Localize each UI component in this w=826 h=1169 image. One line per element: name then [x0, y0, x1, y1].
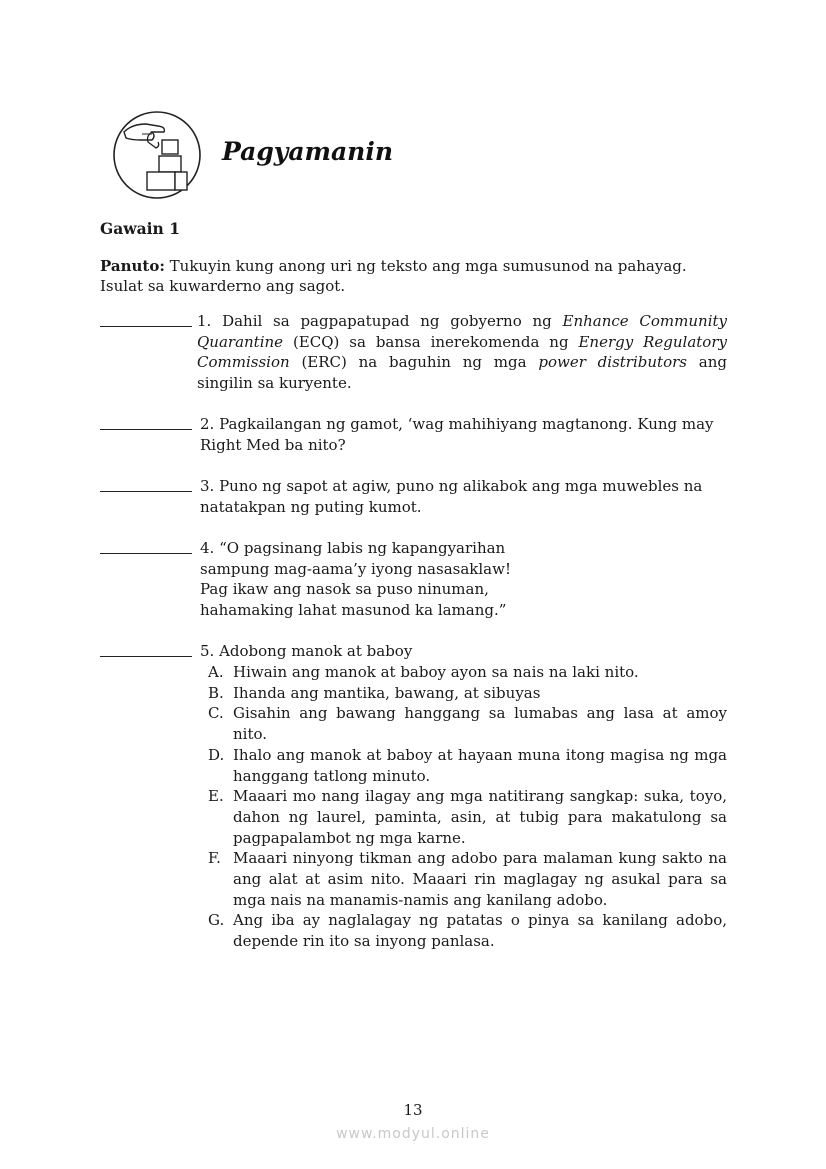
list-item — [208, 683, 727, 704]
item-1-text-g: ang singilin sa kuryente. — [197, 353, 727, 393]
step-letter: A. — [208, 663, 224, 681]
answer-blank-3[interactable] — [100, 491, 192, 492]
step-text: Ihanda ang mantika, bawang, at sibuyas — [233, 683, 541, 702]
list-item — [208, 848, 727, 910]
answer-blank-5[interactable] — [100, 656, 192, 657]
step-letter: E. — [208, 787, 224, 806]
list-item — [208, 910, 727, 951]
instructions-label: Panuto: — [100, 257, 165, 275]
list-item — [208, 703, 727, 744]
item-1 — [197, 311, 727, 394]
step-letter: B. — [208, 683, 224, 702]
item-2: 2. Pagkailangan ng gamot, ‘wag mahihiyang magtanong. Kung may Right Med ba nito? — [200, 415, 714, 454]
page-title: Pagyamanin — [222, 137, 394, 166]
item-1-text-c: (ECQ) sa bansa inerekomenda ng — [292, 332, 569, 351]
poem-line-3: Pag ikaw ang nasok sa puso ninuman, — [200, 580, 489, 599]
answer-blank-4[interactable] — [100, 553, 192, 554]
item-1-text-e: (ERC) na baguhin ng mga — [301, 353, 527, 372]
section-heading: Gawain 1 — [100, 219, 181, 238]
list-item — [208, 786, 727, 848]
poem-line-2: sampung mag-aama’y iyong nasasaklaw! — [200, 559, 511, 578]
watermark: www.modyul.online — [336, 1126, 490, 1142]
step-letter: C. — [208, 704, 224, 723]
step-letter: D. — [208, 745, 225, 764]
list-item — [208, 745, 727, 786]
instructions-line2: Isulat sa kuwarderno ang sagot. — [100, 277, 346, 295]
page-number: 13 — [403, 1101, 423, 1119]
item-4 — [200, 538, 727, 621]
answer-blank-2[interactable] — [100, 429, 192, 430]
answer-blank-1[interactable] — [100, 326, 192, 327]
step-letter: F. — [208, 849, 221, 868]
step-text: Ang iba ay naglalagay ng patatas o pinya sa kanilang adobo, depende rin ito sa inyong panlasa. — [233, 911, 727, 951]
step-letter: G. — [208, 911, 225, 930]
step-text: Maaari ninyong tikman ang adobo para malaman kung sakto na ang alat at asim nito. Maaari rin maglagay ng asukal para sa mga nais na manamis-namis ang kanilang adobo. — [233, 849, 727, 909]
item-3: 3. Puno ng sapot at agiw, puno ng alikabok ang mga muwebles na natatakpan ng puting kumot. — [200, 477, 703, 516]
item-1-text-f: power distributors — [538, 353, 687, 372]
step-text: Maaari mo nang ilagay ang mga natitirang sangkap: suka, toyo, dahon ng laurel, paminta, asin, at tubig para makatulong sa pagpapalambot ng mga karne. — [233, 787, 727, 847]
recipe-steps — [208, 662, 727, 952]
step-text: Gisahin ang bawang hanggang sa lumabas ang lasa at amoy nito. — [233, 704, 727, 744]
item-1-text-a: Dahil sa pagpapatupad ng gobyerno ng — [222, 312, 552, 330]
instructions-line1: Tukuyin kung anong uri ng teksto ang mga sumusunod na pahayag. — [169, 257, 687, 275]
item-5-title: 5. Adobong manok at baboy — [200, 642, 413, 660]
step-text: Hiwain ang manok at baboy ayon sa nais na laki nito. — [233, 663, 639, 681]
step-text: Ihalo ang manok at baboy at hayaan muna itong magisa ng mga hanggang tatlong minuto. — [233, 745, 727, 785]
instructions — [100, 256, 720, 296]
poem-line-1: 4. “O pagsinang labis ng kapangyarihan — [200, 539, 506, 557]
poem-line-4: hahamaking lahat masunod ka lamang.” — [200, 601, 507, 620]
list-item — [208, 662, 727, 683]
item-1-text-b: Enhance Community Quarantine — [197, 312, 727, 351]
item-1-number: 1. — [197, 312, 212, 330]
pagyamanin-icon — [112, 110, 202, 200]
item-1-text-d: Energy Regulatory Commission — [197, 332, 727, 372]
